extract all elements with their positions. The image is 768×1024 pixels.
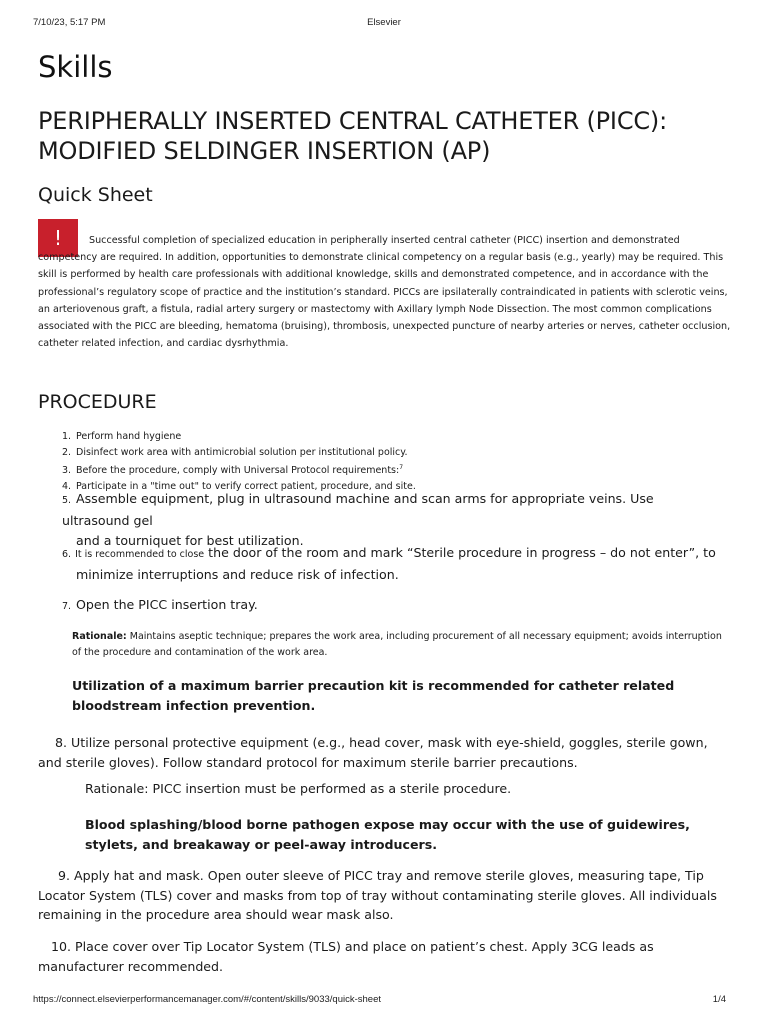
- step-number: 9.: [58, 868, 71, 883]
- quick-sheet-heading: Quick Sheet: [38, 184, 153, 206]
- alert-icon: !: [38, 219, 78, 257]
- list-item: 1. Perform hand hygiene: [62, 431, 182, 442]
- step-7: 7. Open the PICC insertion tray.: [62, 597, 258, 612]
- rationale-label: Rationale:: [72, 631, 127, 642]
- page-number: 1/4: [712, 994, 726, 1005]
- print-datetime: 7/10/23, 5:17 PM: [33, 17, 106, 28]
- title-line-2: MODIFIED SELDINGER INSERTION (AP): [38, 137, 491, 165]
- step-number: 8.: [55, 735, 68, 750]
- footer-url[interactable]: https://connect.elsevierperformancemanager.com/#/content/skills/9033/quick-sheet: [33, 994, 381, 1005]
- step-number: 6.: [62, 549, 72, 560]
- bold-note: Blood splashing/blood borne pathogen expose may occur with the use of guidewires, stylets, and breakaway or peel-away introducers.: [85, 817, 690, 852]
- steps-list-small: [62, 429, 416, 494]
- step-number: 5.: [62, 495, 72, 506]
- step-number: 10.: [51, 939, 72, 954]
- list-item: 3. Before the procedure, comply with Universal Protocol requirements:$^7$: [62, 464, 404, 477]
- alert-body: Successful completion of specialized education in peripherally inserted central catheter (PICC) insertion and demonstrated competency are required. In addition, opportunities to demonstrate clinical competency on a regular basis (e.g., yearly) may be required. This skill is performed by health care professionals with additional knowledge, skills and demonstrated competence, and in accordance with the professional’s regulatory scope of practice and the institution’s standard. PICCs are ipsilaterally contraindicated in patients with sclerotic veins, an arteriovenous graft, a fistula, radial artery surgery or mastectomy with Axillary lymph Node Dissection. The most common complications associated with the PICC are bleeding, hematoma (bruising), thrombosis, unexpected puncture of nearby arteries or nerves, catheter occlusion, catheter related infection, and cardiac dysrhythmia.: [38, 235, 731, 350]
- list-item: 4. Participate in a "time out" to verify correct patient, procedure, and site.: [62, 480, 416, 492]
- page-title: [38, 106, 738, 166]
- step-8: 8. Utilize personal protective equipment (e.g., head cover, mask with eye-shield, goggles, sterile gown, and sterile gloves). Follow standard protocol for maximum sterile barrier precautions.: [38, 735, 708, 770]
- footnote-ref: 7: [399, 464, 404, 471]
- title-line-1: PERIPHERALLY INSERTED CENTRAL CATHETER (PICC):: [38, 107, 667, 135]
- list-item: 2. Disinfect work area with antimicrobial solution per institutional policy.: [62, 446, 408, 458]
- print-site-name: Elsevier: [367, 17, 401, 28]
- step-9: 9. Apply hat and mask. Open outer sleeve of PICC tray and remove sterile gloves, measuring tape, Tip Locator System (TLS) cover and masks from top of tray without contaminating sterile gloves. All individuals remaining in the procedure area should wear mask also.: [38, 868, 717, 922]
- bold-note: Utilization of a maximum barrier precaution kit is recommended for catheter related bloodstream infection prevention.: [72, 678, 675, 713]
- step-6: 6. It is recommended to close the door of the room and mark “Sterile procedure in progress – do not enter”, to minimize interruptions and reduce risk of infection.: [62, 545, 716, 582]
- step-10: 10. Place cover over Tip Locator System (TLS) and place on patient’s chest. Apply 3CG leads as manufacturer recommended.: [38, 939, 654, 974]
- alert-text: [38, 232, 732, 352]
- rationale-block: Rationale: Maintains aseptic technique; prepares the work area, including procurement of all necessary equipment; avoids interruption of the procedure and contamination of the work area.: [72, 631, 722, 658]
- step-number: 7.: [62, 601, 72, 612]
- page-heading: Skills: [38, 50, 113, 84]
- step-5: 5. Assemble equipment, plug in ultrasound machine and scan arms for appropriate veins. Use ultrasound gel and a tourniquet for best utilization.: [62, 491, 654, 548]
- procedure-heading: PROCEDURE: [38, 391, 157, 413]
- rationale-block: Rationale: PICC insertion must be performed as a sterile procedure.: [85, 781, 512, 796]
